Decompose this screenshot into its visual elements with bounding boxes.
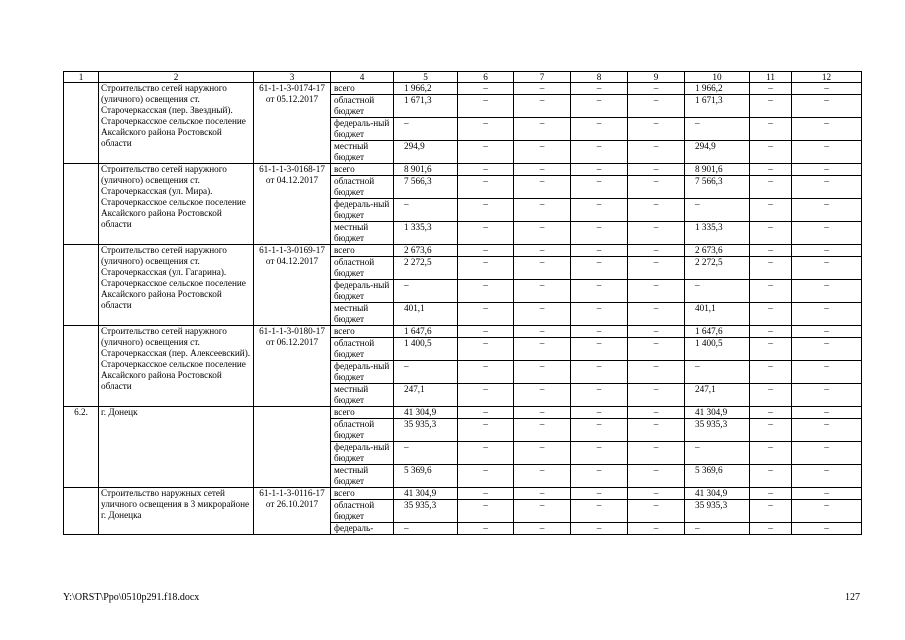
value-cell: 41 304,9 <box>394 488 458 500</box>
funding-source-cell: всего <box>331 164 394 176</box>
header-cell: 8 <box>571 72 628 83</box>
value-cell: – <box>514 176 571 199</box>
value-cell: – <box>628 95 685 118</box>
funding-source-cell: всего <box>331 83 394 95</box>
funding-source-cell: всего <box>331 407 394 419</box>
value-cell: – <box>792 488 862 500</box>
value-cell: – <box>571 500 628 523</box>
header-cell: 4 <box>331 72 394 83</box>
value-cell: – <box>792 95 862 118</box>
value-cell: – <box>750 95 792 118</box>
value-cell: – <box>628 245 685 257</box>
value-cell: – <box>792 523 862 535</box>
value-cell: – <box>514 83 571 95</box>
value-cell: – <box>394 118 458 141</box>
value-cell: – <box>750 199 792 222</box>
value-cell: – <box>514 164 571 176</box>
header-cell: 5 <box>394 72 458 83</box>
funding-source-cell: всего <box>331 245 394 257</box>
table-row <box>64 164 862 176</box>
value-cell: – <box>750 419 792 442</box>
value-cell: – <box>458 164 514 176</box>
header-cell: 12 <box>792 72 862 83</box>
value-cell: 7 566,3 <box>685 176 750 199</box>
value-cell: – <box>628 465 685 488</box>
value-cell: – <box>514 419 571 442</box>
object-code-cell: 61-1-1-3-0116-17 от 26.10.2017 <box>254 488 331 535</box>
value-cell: – <box>792 199 862 222</box>
header-cell: 3 <box>254 72 331 83</box>
value-cell: – <box>792 500 862 523</box>
value-cell: – <box>514 222 571 245</box>
value-cell: – <box>628 222 685 245</box>
value-cell: – <box>571 419 628 442</box>
value-cell: – <box>628 488 685 500</box>
value-cell: – <box>514 118 571 141</box>
value-cell: – <box>750 500 792 523</box>
value-cell: – <box>514 407 571 419</box>
value-cell: – <box>514 257 571 280</box>
funding-source-cell: федераль-ный бюджет <box>331 442 394 465</box>
value-cell: – <box>458 95 514 118</box>
funding-source-cell: областной бюджет <box>331 95 394 118</box>
object-code-cell: 61-1-1-3-0180-17 от 06.12.2017 <box>254 326 331 407</box>
value-cell: – <box>514 442 571 465</box>
value-cell: – <box>628 164 685 176</box>
table-row <box>64 488 862 500</box>
funding-source-cell: федераль-ный бюджет <box>331 280 394 303</box>
value-cell: – <box>514 245 571 257</box>
value-cell: – <box>394 361 458 384</box>
value-cell: – <box>750 118 792 141</box>
value-cell: – <box>750 280 792 303</box>
value-cell: – <box>685 442 750 465</box>
value-cell: – <box>458 338 514 361</box>
value-cell: 1 335,3 <box>394 222 458 245</box>
header-cell: 2 <box>99 72 254 83</box>
value-cell: – <box>628 419 685 442</box>
value-cell: – <box>514 465 571 488</box>
value-cell: – <box>792 164 862 176</box>
object-name-cell: Строительство сетей наружного (уличного) освещения ст. Старочеркасская (ул. Мира). Старочеркасское сельское поселение Аксайского района Ростовской области <box>99 164 254 245</box>
value-cell: – <box>514 141 571 164</box>
value-cell: – <box>458 141 514 164</box>
value-cell: – <box>750 384 792 407</box>
value-cell: – <box>514 280 571 303</box>
value-cell: 1 671,3 <box>685 95 750 118</box>
value-cell: – <box>792 83 862 95</box>
value-cell: 8 901,6 <box>394 164 458 176</box>
row-number-cell <box>64 488 99 535</box>
funding-source-cell: местный бюджет <box>331 222 394 245</box>
funding-source-cell: федераль- <box>331 523 394 535</box>
value-cell: – <box>750 523 792 535</box>
funding-source-cell: областной бюджет <box>331 500 394 523</box>
value-cell: – <box>571 338 628 361</box>
value-cell: – <box>628 280 685 303</box>
value-cell: 401,1 <box>685 303 750 326</box>
value-cell: – <box>750 465 792 488</box>
value-cell: – <box>685 118 750 141</box>
value-cell: 5 369,6 <box>685 465 750 488</box>
row-number-cell <box>64 326 99 407</box>
table-row <box>64 245 862 257</box>
value-cell: – <box>571 303 628 326</box>
value-cell: 41 304,9 <box>685 488 750 500</box>
value-cell: 2 673,6 <box>685 245 750 257</box>
object-name-cell: Строительство наружных сетей уличного освещения в 3 микрорайоне г. Донецка <box>99 488 254 535</box>
value-cell: – <box>458 419 514 442</box>
value-cell: – <box>792 118 862 141</box>
value-cell: 1 966,2 <box>685 83 750 95</box>
value-cell: – <box>792 338 862 361</box>
value-cell: – <box>792 407 862 419</box>
value-cell: 8 901,6 <box>685 164 750 176</box>
value-cell: 1 647,6 <box>394 326 458 338</box>
value-cell: – <box>628 500 685 523</box>
value-cell: 41 304,9 <box>685 407 750 419</box>
value-cell: – <box>792 222 862 245</box>
value-cell: – <box>628 176 685 199</box>
budget-table <box>63 71 862 535</box>
value-cell: – <box>750 326 792 338</box>
value-cell: – <box>458 488 514 500</box>
value-cell: 35 935,3 <box>685 500 750 523</box>
funding-source-cell: федераль-ный бюджет <box>331 361 394 384</box>
value-cell: – <box>750 361 792 384</box>
value-cell: – <box>628 141 685 164</box>
header-cell: 6 <box>458 72 514 83</box>
value-cell: – <box>458 83 514 95</box>
value-cell: – <box>571 257 628 280</box>
value-cell: 1 400,5 <box>394 338 458 361</box>
object-name-cell: Строительство сетей наружного (уличного) освещения ст. Старочеркасская (пер. Алексеевский). Старочеркасское сельское поселение Аксайского района Ростовской области <box>99 326 254 407</box>
value-cell: – <box>628 83 685 95</box>
value-cell: 247,1 <box>394 384 458 407</box>
value-cell: – <box>514 199 571 222</box>
value-cell: 5 369,6 <box>394 465 458 488</box>
value-cell: – <box>571 442 628 465</box>
value-cell: – <box>792 303 862 326</box>
table-row <box>64 83 862 95</box>
value-cell: – <box>571 199 628 222</box>
row-number-cell <box>64 245 99 326</box>
funding-source-cell: местный бюджет <box>331 384 394 407</box>
header-cell: 7 <box>514 72 571 83</box>
value-cell: – <box>750 222 792 245</box>
table-row <box>64 326 862 338</box>
funding-source-cell: федераль-ный бюджет <box>331 199 394 222</box>
value-cell: – <box>750 488 792 500</box>
funding-source-cell: местный бюджет <box>331 303 394 326</box>
header-cell: 10 <box>685 72 750 83</box>
value-cell: – <box>792 419 862 442</box>
value-cell: – <box>458 176 514 199</box>
value-cell: – <box>571 361 628 384</box>
value-cell: – <box>750 245 792 257</box>
value-cell: – <box>458 199 514 222</box>
value-cell: – <box>571 164 628 176</box>
value-cell: – <box>571 176 628 199</box>
value-cell: – <box>514 303 571 326</box>
value-cell: – <box>571 83 628 95</box>
value-cell: – <box>458 384 514 407</box>
header-row <box>64 72 862 83</box>
value-cell: – <box>514 95 571 118</box>
funding-source-cell: местный бюджет <box>331 465 394 488</box>
funding-source-cell: местный бюджет <box>331 141 394 164</box>
value-cell: – <box>628 199 685 222</box>
value-cell: – <box>458 303 514 326</box>
value-cell: – <box>571 384 628 407</box>
value-cell: – <box>571 407 628 419</box>
value-cell: 41 304,9 <box>394 407 458 419</box>
value-cell: – <box>628 326 685 338</box>
value-cell: – <box>685 199 750 222</box>
value-cell: – <box>571 95 628 118</box>
table-row <box>64 407 862 419</box>
value-cell: – <box>458 465 514 488</box>
funding-source-cell: областной бюджет <box>331 257 394 280</box>
object-name-cell: г. Донецк <box>99 407 254 488</box>
value-cell: 1 966,2 <box>394 83 458 95</box>
value-cell: – <box>458 407 514 419</box>
value-cell: – <box>514 488 571 500</box>
value-cell: 247,1 <box>685 384 750 407</box>
header-cell: 11 <box>750 72 792 83</box>
value-cell: – <box>458 245 514 257</box>
value-cell: – <box>792 361 862 384</box>
funding-source-cell: областной бюджет <box>331 338 394 361</box>
value-cell: – <box>628 407 685 419</box>
value-cell: 2 673,6 <box>394 245 458 257</box>
value-cell: – <box>571 222 628 245</box>
value-cell: – <box>514 338 571 361</box>
value-cell: – <box>394 280 458 303</box>
value-cell: – <box>458 442 514 465</box>
row-number-cell <box>64 83 99 164</box>
value-cell: – <box>792 326 862 338</box>
value-cell: – <box>750 303 792 326</box>
funding-source-cell: всего <box>331 488 394 500</box>
value-cell: – <box>514 326 571 338</box>
funding-source-cell: областной бюджет <box>331 419 394 442</box>
row-number-cell <box>64 164 99 245</box>
funding-source-cell: областной бюджет <box>331 176 394 199</box>
value-cell: – <box>750 141 792 164</box>
value-cell: – <box>750 407 792 419</box>
footer-page-number: 127 <box>845 592 860 603</box>
object-code-cell: 61-1-1-3-0174-17 от 05.12.2017 <box>254 83 331 164</box>
value-cell: 35 935,3 <box>394 419 458 442</box>
value-cell: – <box>792 141 862 164</box>
value-cell: – <box>571 141 628 164</box>
value-cell: – <box>571 245 628 257</box>
value-cell: – <box>628 338 685 361</box>
value-cell: – <box>394 199 458 222</box>
object-code-cell: 61-1-1-3-0168-17 от 04.12.2017 <box>254 164 331 245</box>
funding-source-cell: всего <box>331 326 394 338</box>
value-cell: – <box>750 164 792 176</box>
value-cell: – <box>394 442 458 465</box>
value-cell: – <box>628 303 685 326</box>
value-cell: 401,1 <box>394 303 458 326</box>
value-cell: – <box>571 280 628 303</box>
value-cell: – <box>628 361 685 384</box>
value-cell: – <box>514 361 571 384</box>
value-cell: – <box>514 500 571 523</box>
value-cell: – <box>792 280 862 303</box>
value-cell: – <box>458 280 514 303</box>
footer-file-path: Y:\ORST\Ppo\0510p291.f18.docx <box>63 592 200 603</box>
value-cell: 1 647,6 <box>685 326 750 338</box>
value-cell: – <box>685 361 750 384</box>
value-cell: 1 400,5 <box>685 338 750 361</box>
value-cell: 294,9 <box>685 141 750 164</box>
value-cell: – <box>628 442 685 465</box>
value-cell: – <box>571 523 628 535</box>
value-cell: – <box>458 326 514 338</box>
value-cell: – <box>514 384 571 407</box>
object-code-cell <box>254 407 331 488</box>
value-cell: – <box>750 257 792 280</box>
value-cell: – <box>458 523 514 535</box>
value-cell: – <box>628 523 685 535</box>
value-cell: – <box>750 338 792 361</box>
value-cell: – <box>628 118 685 141</box>
value-cell: 294,9 <box>394 141 458 164</box>
value-cell: 35 935,3 <box>394 500 458 523</box>
value-cell: – <box>458 257 514 280</box>
object-code-cell: 61-1-1-3-0169-17 от 04.12.2017 <box>254 245 331 326</box>
value-cell: – <box>685 523 750 535</box>
value-cell: – <box>628 384 685 407</box>
value-cell: – <box>571 118 628 141</box>
value-cell: – <box>792 257 862 280</box>
value-cell: 35 935,3 <box>685 419 750 442</box>
value-cell: – <box>458 222 514 245</box>
header-cell: 1 <box>64 72 99 83</box>
value-cell: – <box>792 384 862 407</box>
object-name-cell: Строительство сетей наружного (уличного) освещения ст. Старочеркасская (пер. Звездный). Старочеркасское сельское поселение Аксайского района Ростовской области <box>99 83 254 164</box>
value-cell: 2 272,5 <box>394 257 458 280</box>
value-cell: – <box>571 465 628 488</box>
value-cell: – <box>750 176 792 199</box>
value-cell: 2 272,5 <box>685 257 750 280</box>
value-cell: – <box>514 523 571 535</box>
value-cell: 7 566,3 <box>394 176 458 199</box>
value-cell: – <box>571 488 628 500</box>
value-cell: – <box>458 361 514 384</box>
value-cell: 1 671,3 <box>394 95 458 118</box>
funding-source-cell: федераль-ный бюджет <box>331 118 394 141</box>
value-cell: – <box>792 176 862 199</box>
value-cell: – <box>792 442 862 465</box>
value-cell: – <box>792 465 862 488</box>
value-cell: – <box>394 523 458 535</box>
value-cell: – <box>628 257 685 280</box>
object-name-cell: Строительство сетей наружного (уличного) освещения ст. Старочеркасская (ул. Гагарина). Старочеркасское сельское поселение Аксайского района Ростовской области <box>99 245 254 326</box>
value-cell: – <box>458 500 514 523</box>
row-number-cell: 6.2. <box>64 407 99 488</box>
value-cell: 1 335,3 <box>685 222 750 245</box>
value-cell: – <box>792 245 862 257</box>
value-cell: – <box>571 326 628 338</box>
value-cell: – <box>458 118 514 141</box>
value-cell: – <box>750 442 792 465</box>
value-cell: – <box>750 83 792 95</box>
value-cell: – <box>685 280 750 303</box>
header-cell: 9 <box>628 72 685 83</box>
